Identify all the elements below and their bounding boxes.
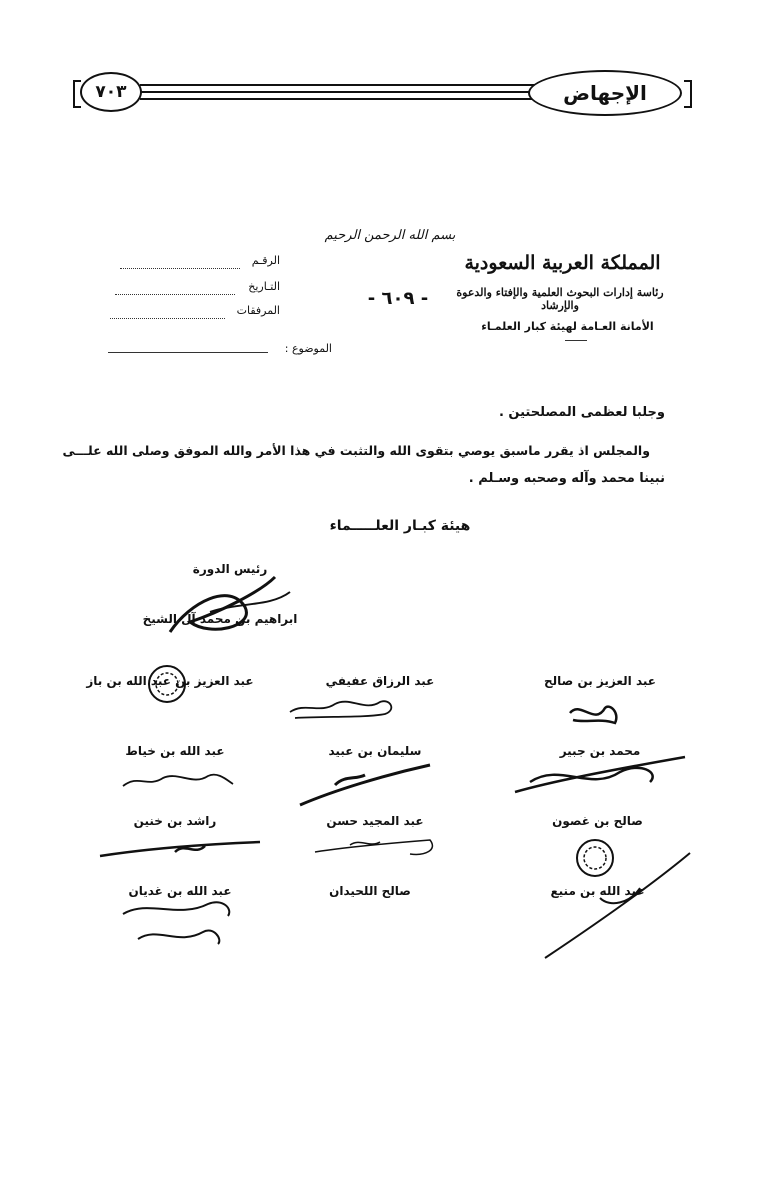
signature-mark [510,752,690,797]
header-rule-bottom [140,98,555,100]
signature-mark [95,834,265,864]
signatory-name: عبد العزيز بن عبد الله بن باز [86,674,254,688]
signature-mark [118,766,238,792]
chapter-title: الإجهاض [563,81,647,105]
chairman-name: ابراهيم بن محمد آل الشيخ [142,612,298,626]
kingdom-name: المملكة العربية السعودية [464,252,661,274]
signatory-name: عبد العزيز بن صالح [544,674,656,688]
signatory-name: صالح بن غصون [552,814,643,828]
signature-mark [540,848,700,963]
attachments-line [110,318,225,319]
signature-mark [310,830,440,860]
signature-mark [118,894,238,949]
presidency-name: رئاسة إدارات البحوث العلمية والإفتاء والدعوة والإرشاد [456,286,664,312]
date-line [115,294,235,295]
subject-label: الموضوع : [284,342,332,355]
page-number-oval [80,72,142,112]
signatory-name: سليمان بن عبيد [328,744,422,758]
signature-mark [285,692,405,722]
number-label: الرقـم [251,254,280,267]
header-band [70,70,695,120]
page-number: ٧٠٣ [95,82,127,102]
signatory-name: محمد بن جبير [559,744,641,758]
reference-number: - ٦٠٩ - [367,288,429,309]
signatory-name: راشد بن خنين [133,814,217,828]
body-line-1: وجلبا لعظمى المصلحتين . [498,405,665,420]
number-line [120,268,240,269]
council-title: هيئة كبـار العلـــــماء [329,518,471,534]
signatory-name: عبد الله بن خياط [125,744,225,758]
signatory-name: صالح اللحيدان [329,884,411,898]
attachments-label: المرفقات [236,304,280,317]
signatory-name: عبد الرزاق عفيفي [325,674,435,688]
signatory-name: عبد الله بن غديان [128,884,232,898]
chairman-signature [150,572,330,642]
signature-mark [295,760,435,810]
chairman-label: رئيس الدورة [192,562,268,576]
chapter-title-oval [528,70,682,116]
secretariat-name: الأمانة العـامة لهيئة كبار العلمـاء [481,320,654,333]
header-rule-mid [140,91,555,93]
secretariat-underline [565,340,587,341]
body-line-3: نبينا محمد وآله وصحبه وسـلم . [468,471,665,486]
basmala: بسم الله الرحمن الرحيم [324,228,456,243]
header-rule-top [140,84,555,86]
signatory-name: عبد الله بن منيع [550,884,645,898]
header-right-bracket [684,80,692,108]
signatory-name: عبد المجيد حسن [326,814,424,828]
signature-mark [565,698,625,728]
seal-stamp [145,662,189,706]
body-line-2: والمجلس اذ يقرر ماسبق يوصي بتقوى الله والتثبت في هذا الأمر والله الموفق وصلى الله علـــى [62,443,650,458]
date-label: التـاريخ [248,280,280,293]
subject-line [108,352,268,353]
